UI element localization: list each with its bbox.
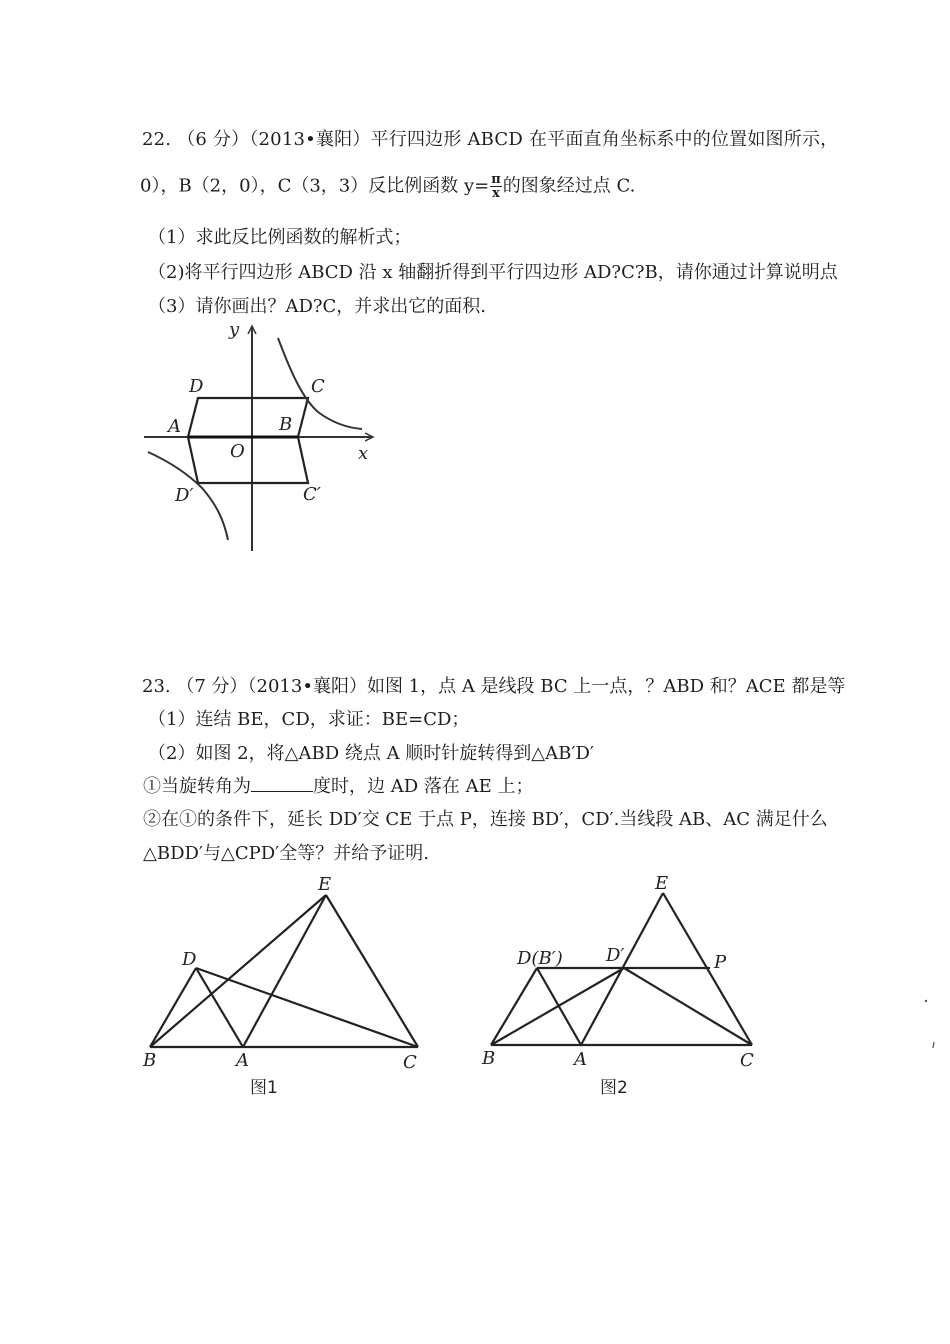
- label-b: B: [279, 414, 293, 435]
- parallelogram-adcb: [188, 437, 308, 483]
- fraction-denominator: x: [492, 186, 500, 200]
- fig1-label-a: A: [236, 1050, 249, 1071]
- q22-part3: （3）请你画出？AD?C，并求出它的面积.: [148, 296, 487, 317]
- fig2-label-e: E: [655, 873, 669, 894]
- fig2-label-d-b-prime: D(B′): [517, 948, 563, 969]
- fig1-label-c: C: [403, 1052, 417, 1073]
- fig1-label-d: D: [182, 949, 197, 970]
- q22-header: 22. （6 分）（2013•襄阳）平行四边形 ABCD 在平面直角坐标系中的位置如图所示，: [142, 129, 839, 150]
- fig1-label-b: B: [143, 1050, 157, 1071]
- q23-item1-text: ①当旋转角为: [143, 776, 251, 797]
- figure-1: [150, 895, 418, 1047]
- q23-header: 23. （7 分）（2013•襄阳）如图 1，点 A 是线段 BC 上一点，？ABD 和？ACE 都是等: [142, 676, 846, 697]
- label-y: y: [229, 319, 240, 340]
- q22-part2: （2)将平行四边形 ABCD 沿 x 轴翻折得到平行四边形 AD?C?B，请你通过计算说明点: [148, 262, 838, 283]
- fig1-caption: 图1: [250, 1078, 278, 1098]
- fig2-label-d-prime: D′: [606, 945, 625, 966]
- label-o: O: [230, 441, 245, 462]
- function-fraction: [490, 173, 502, 200]
- fig2-caption: 图2: [600, 1078, 628, 1098]
- hyperbola-branch-upper: [278, 338, 362, 429]
- q23-part2: （2）如图 2，将△ABD 绕点 A 顺时针旋转得到△AB′D′: [148, 743, 594, 764]
- q22-function-text-end: 的图象经过点 C.: [502, 175, 636, 197]
- q22-part1: （1）求此反比例函数的解析式；: [148, 227, 412, 248]
- fraction-numerator: π: [491, 173, 501, 187]
- fig2-label-b: B: [482, 1048, 496, 1069]
- label-c-prime: C′: [303, 484, 321, 505]
- speck: [925, 1000, 927, 1002]
- fig2-label-p: P: [714, 952, 727, 973]
- label-x: x: [358, 443, 369, 464]
- q23-part1: （1）连结 BE，CD，求证：BE=CD；: [148, 709, 470, 730]
- label-d-prime: D′: [175, 485, 194, 506]
- fig2-label-a: A: [574, 1049, 587, 1070]
- parallelogram-abcd: [188, 398, 308, 437]
- q23-item2-cont: △BDD′与△CPD′全等？并给予证明.: [143, 843, 429, 864]
- q23-item2: ②在①的条件下，延长 DD′交 CE 于点 P，连接 BD′，CD′.当线段 AB、AC 满足什么: [143, 809, 828, 830]
- q22-function-text: 0），B（2，0），C（3，3）反比例函数 y=: [140, 175, 490, 197]
- fig2-label-c: C: [740, 1050, 754, 1071]
- q23-item1-text-end: 度时，边 AD 落在 AE 上；: [313, 776, 534, 797]
- fig1-label-e: E: [318, 874, 332, 895]
- label-d: D: [189, 376, 204, 397]
- hyperbola-branch-lower: [148, 452, 228, 540]
- label-c: C: [311, 376, 325, 397]
- label-a: A: [168, 416, 181, 437]
- answer-blank: [251, 775, 313, 792]
- speck: [933, 1042, 934, 1048]
- q22-function-line: [140, 173, 635, 200]
- q23-item1: [143, 775, 533, 799]
- figure-2: [491, 893, 752, 1045]
